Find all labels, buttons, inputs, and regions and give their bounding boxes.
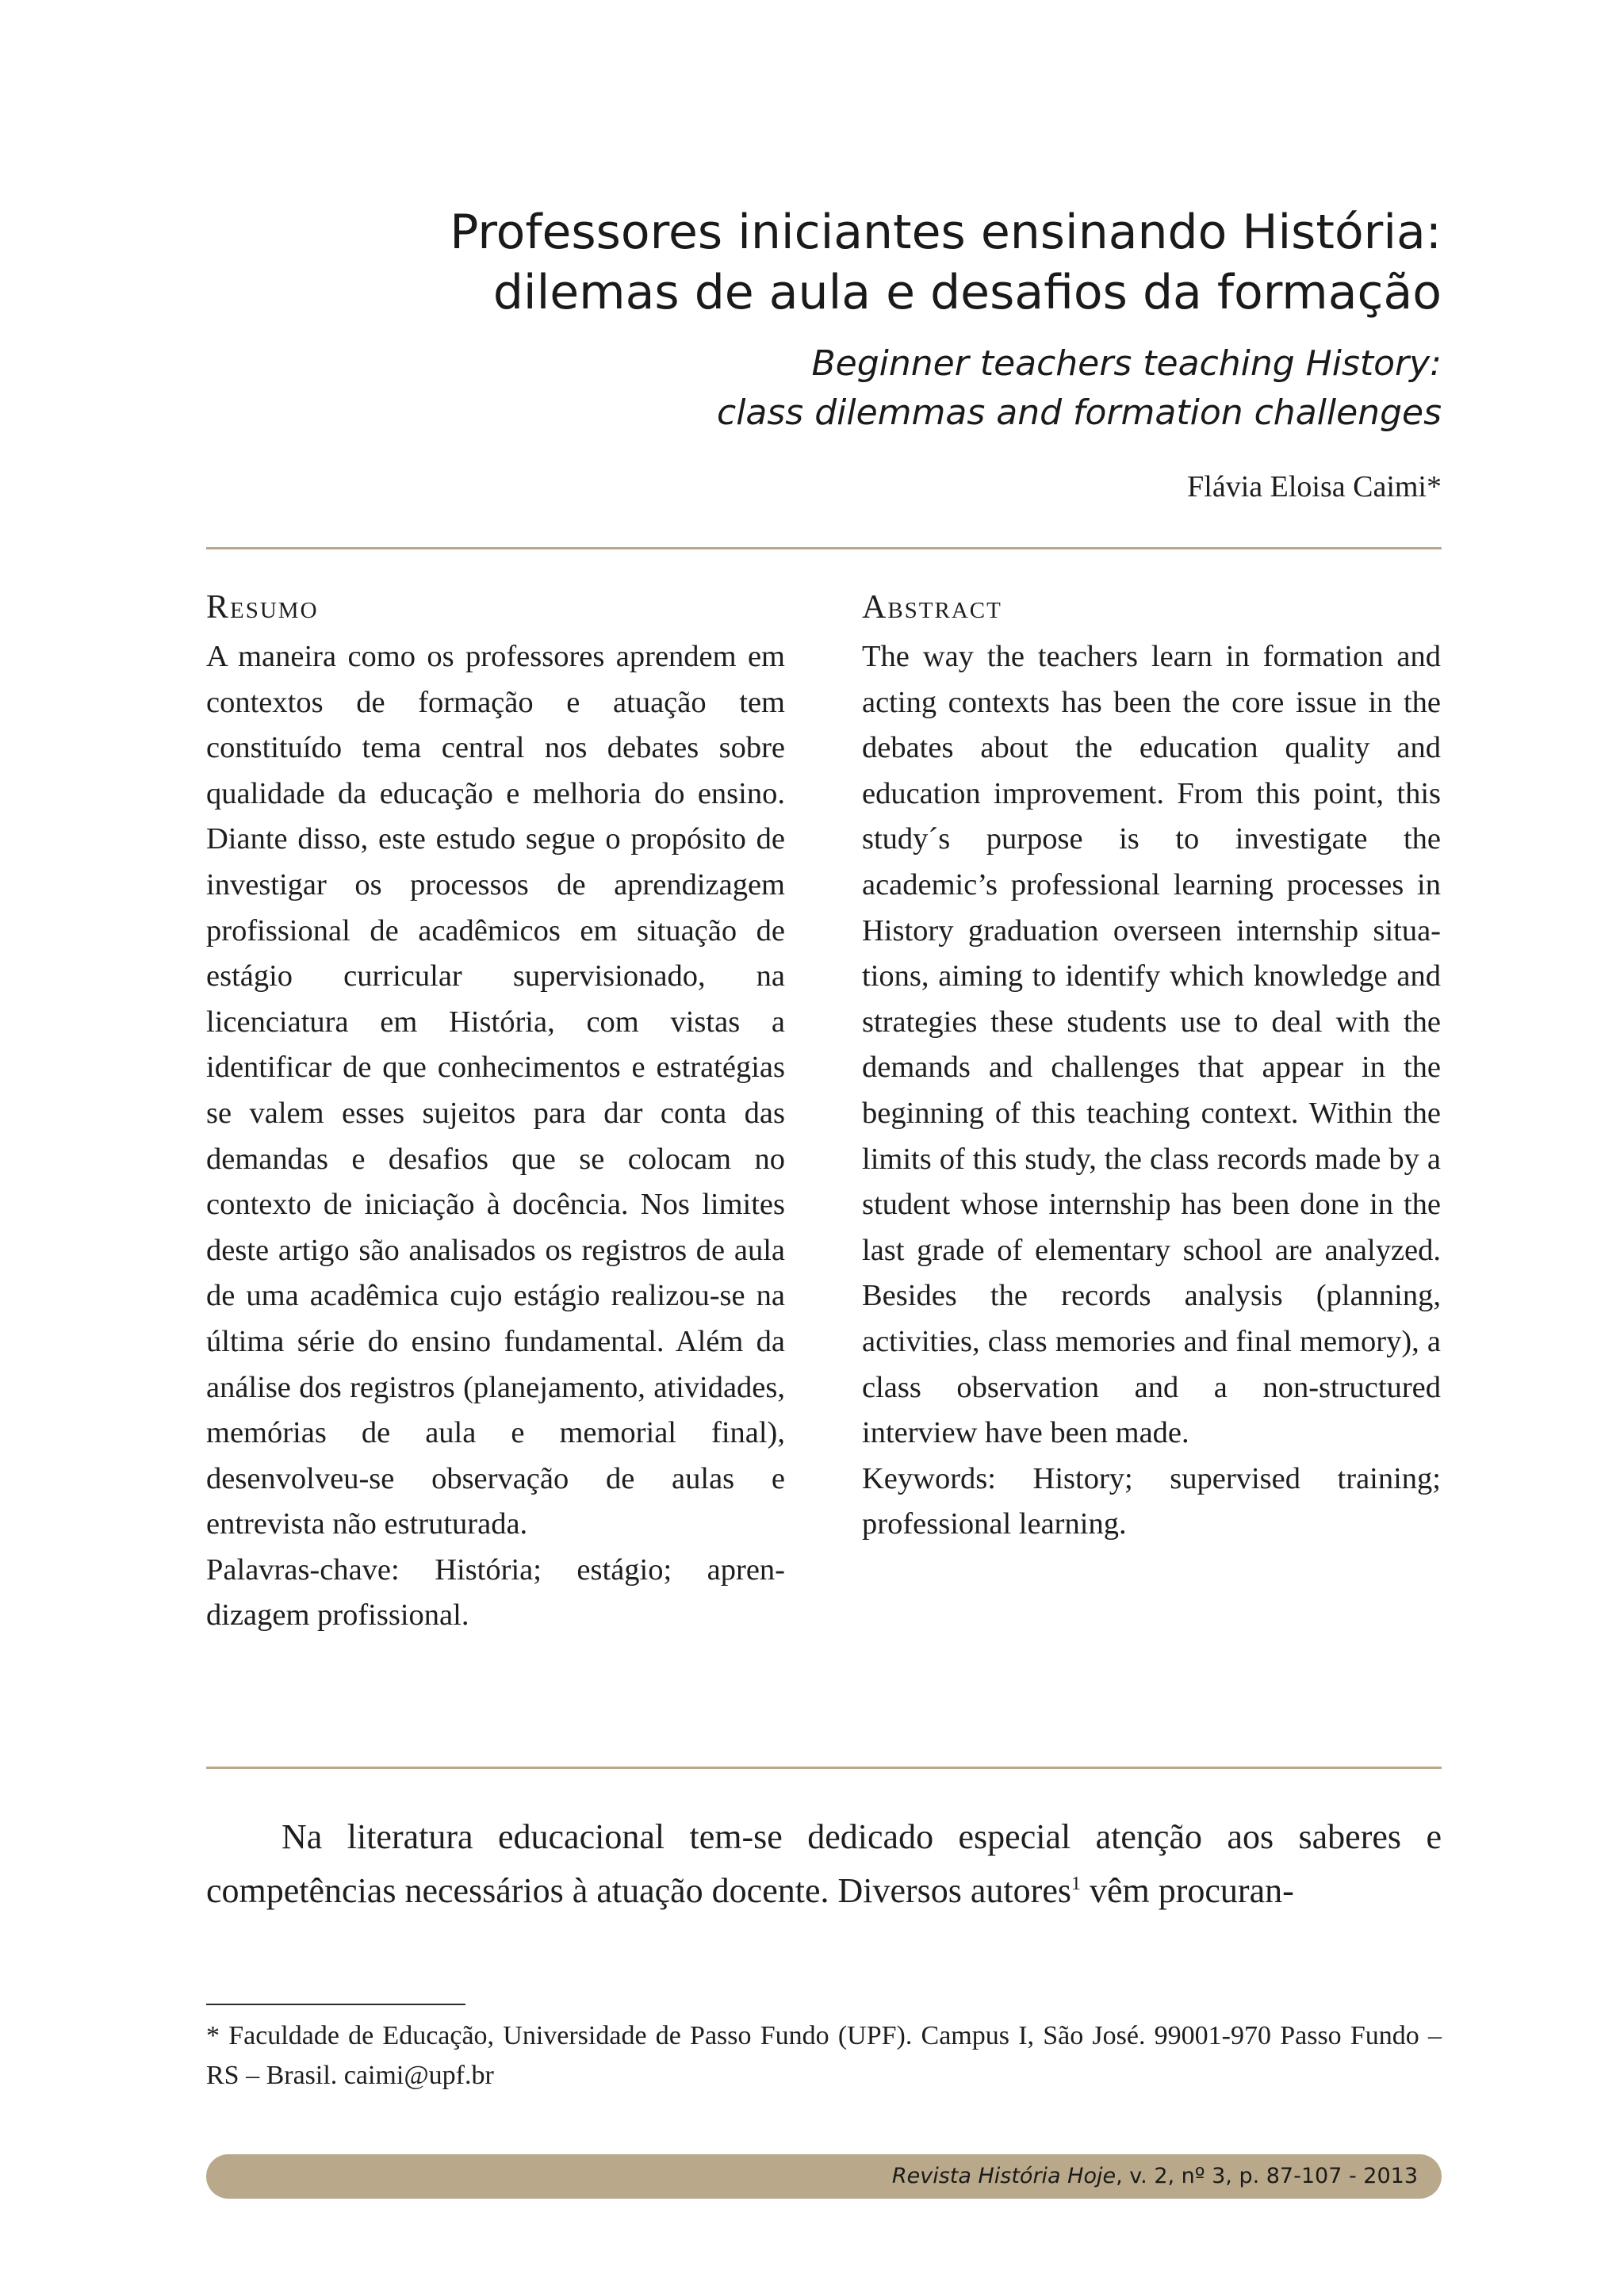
bottom-divider (206, 1767, 1442, 1769)
top-divider (206, 547, 1442, 549)
footnote-divider (206, 2004, 465, 2005)
intro-text-start: Na literatura educacional tem-se dedicado especial atenção aos saberes e competências necessários à atuação docente. Diversos autores (206, 1817, 1442, 1910)
intro-paragraph (206, 1810, 1442, 1918)
subtitle-line-1: Beginner teachers teaching History: (811, 343, 1442, 384)
abstract-keywords: Keywords: History; supervised training; professional learning. (862, 1461, 1441, 1541)
title-line-1: Professores iniciantes ensinando História: (450, 205, 1442, 260)
resumo-column (206, 587, 785, 1639)
subtitle-line-2: class dilemmas and formation challenges (717, 392, 1442, 433)
title-line-2: dilemas de aula e desafios da formação (492, 265, 1442, 320)
intro-text-end: vêm procuran- (1080, 1871, 1294, 1910)
footnote-text: * Faculdade de Educação, Universidade de Passo Fundo (UPF). Campus I, São José. 99001-970 Passo Fundo – RS – Brasil. caimi@upf.br (206, 2021, 1442, 2090)
abstract-body (862, 634, 1441, 1548)
resumo-body (206, 634, 785, 1639)
author-affiliation-footnote (206, 2016, 1442, 2096)
journal-details: , v. 2, nº 3, p. 87-107 - 2013 (1116, 2164, 1418, 2188)
abstract-text: The way the teachers learn in formation and acting contexts has been the core issue in the debates about the education quality and education improvement. From this point, this study´s purpose is to investigate the academic’s professional learning processes in History graduation overseen internship situations, aiming to identify which knowledge and strategies these students use to deal with the demands and challenges that appear in the beginning of this teaching context. Within the limits of this study, the class records made by a student whose internship has been done in the last grade of elementary school are analyzed. Besides the records analysis (planning, activities, class memories and final memory), a class observation and a non-structured interview have been made. (862, 640, 1441, 1450)
abstract-column (862, 587, 1441, 1548)
resumo-heading: Resumo (206, 589, 319, 626)
article-title (206, 202, 1442, 323)
footer-bar (206, 2154, 1442, 2199)
resumo-text: A maneira como os professores aprendem em contextos de formação e atuação tem constituído tema central nos debates sobre qualidade da educação e melhoria do ensino. Diante disso, este estudo segue o propósito de investigar os processos de aprendizagem profissional de acadêmicos em situação de estágio curricular supervisionado, na licenciatura em História, com vistas a identificar de que conhecimentos e estratégias se valem esses sujeitos para dar conta das demandas e desafios que se colocam no contexto de iniciação à docência. Nos limites deste artigo são analisados os registros de aula de uma acadêmica cujo estágio realizou-se na última série do ensino fundamental. Além da análise dos registros (planejamento, atividades, memórias de aula e memorial final), desenvolveu-se observação de aulas e entrevista não estruturada. (206, 640, 785, 1541)
author-name: Flávia Eloisa Caimi* (1187, 470, 1442, 503)
article-subtitle-english (206, 339, 1442, 438)
journal-citation (892, 2154, 1418, 2199)
footnote-ref-1[interactable]: 1 (1071, 1874, 1081, 1894)
abstract-heading: Abstract (862, 589, 1002, 626)
resumo-keywords: Palavras-chave: História; estágio; aprendizagem profissional. (206, 1552, 785, 1633)
journal-name: Revista História Hoje (891, 2164, 1116, 2188)
